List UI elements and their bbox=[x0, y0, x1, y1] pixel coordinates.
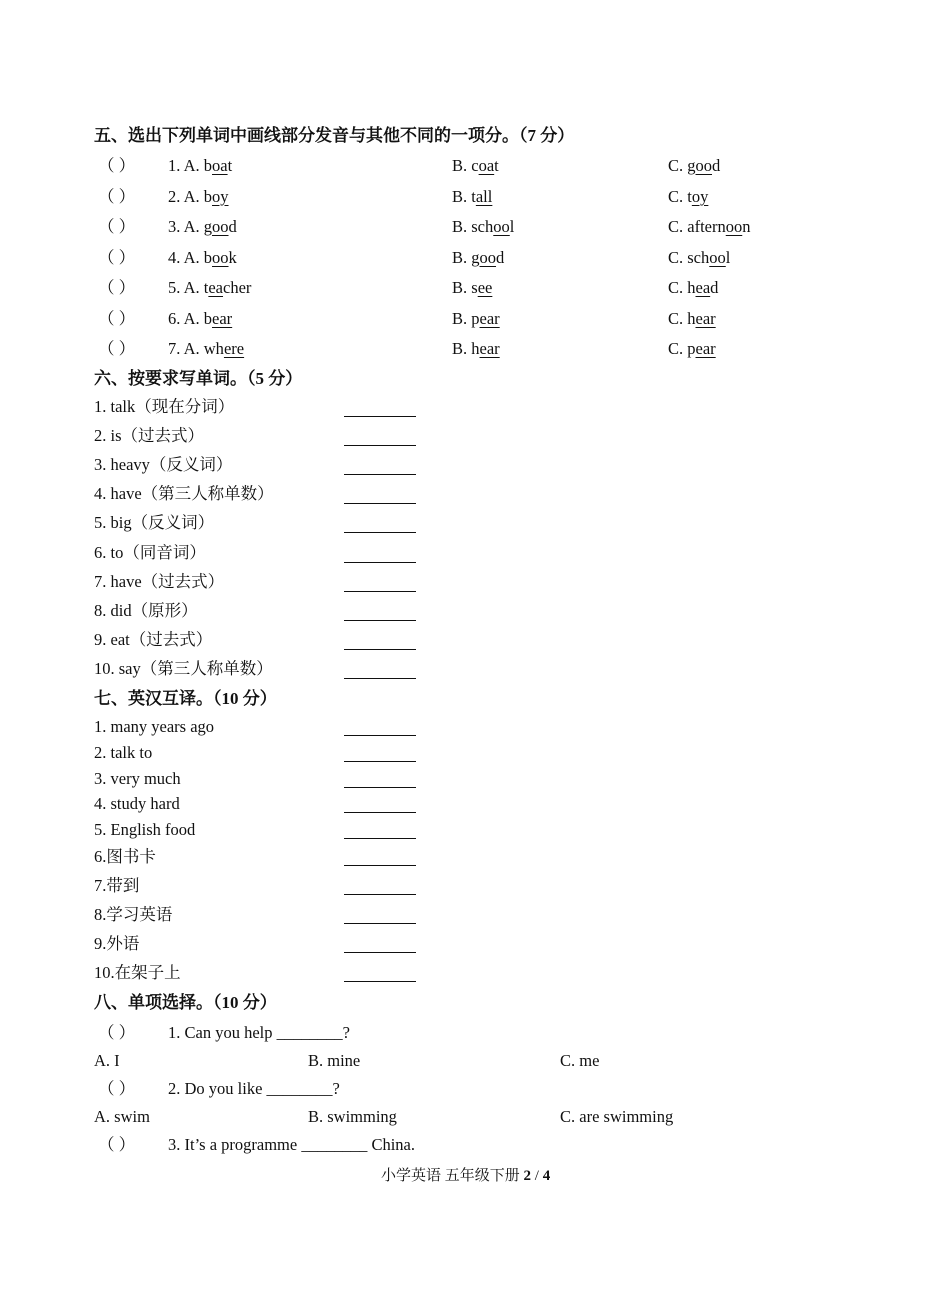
answer-blank bbox=[344, 838, 416, 839]
word-prompt: 1. talk（现在分词） bbox=[94, 397, 235, 416]
word-part: h bbox=[687, 278, 696, 297]
option-c bbox=[668, 247, 731, 267]
choice-paren: （ ） bbox=[98, 247, 136, 267]
word-prompt: 6. to（同音词） bbox=[94, 542, 206, 562]
answer-blank bbox=[344, 591, 416, 592]
answer-blank bbox=[344, 445, 416, 446]
item-number: 4. A. bbox=[168, 247, 204, 267]
item-number: 2. A. bbox=[168, 186, 204, 206]
word-part: t bbox=[227, 156, 233, 175]
underlined-letters: oy bbox=[212, 186, 229, 206]
choice-paren: （ ） bbox=[98, 308, 136, 328]
underlined-letters: oo bbox=[212, 247, 229, 267]
word-part: sch bbox=[687, 247, 710, 267]
word-part: h bbox=[471, 339, 480, 358]
underlined-letters: ea bbox=[208, 278, 224, 297]
underlined-letters: ear bbox=[479, 308, 500, 328]
question-paren: （ ） bbox=[98, 1079, 136, 1098]
word-part: b bbox=[203, 156, 213, 175]
option-prefix: B. bbox=[452, 308, 472, 328]
option-prefix: C. bbox=[668, 186, 688, 206]
word-part: sch bbox=[471, 217, 494, 236]
question-1-text: 1. Can you help ________? bbox=[168, 1023, 350, 1042]
word-part: l bbox=[725, 247, 731, 267]
underlined-letters: ere bbox=[223, 339, 245, 358]
answer-blank bbox=[344, 735, 416, 736]
underlined-letters: oo bbox=[479, 247, 497, 267]
word-part: t bbox=[494, 156, 499, 175]
option-b bbox=[452, 280, 492, 297]
answer-blank bbox=[344, 761, 416, 762]
word-part: c bbox=[471, 156, 479, 175]
q1-option-c: C. me bbox=[560, 1051, 600, 1070]
section5-heading: 五、选出下列单词中画线部分发音与其他不同的一项分。（7 分） bbox=[94, 126, 575, 145]
option-prefix: C. bbox=[668, 217, 688, 236]
choice-paren: （ ） bbox=[98, 217, 136, 236]
option-c bbox=[668, 219, 751, 236]
item-number: 3. A. bbox=[168, 217, 204, 236]
translation-prompt: 6.图书卡 bbox=[94, 847, 156, 866]
option-c bbox=[668, 158, 720, 175]
answer-blank bbox=[344, 503, 416, 504]
option-prefix: B. bbox=[452, 247, 472, 267]
word-part: n bbox=[742, 217, 751, 236]
word-prompt: 4. have（第三人称单数） bbox=[94, 484, 274, 504]
word-part: k bbox=[228, 247, 237, 267]
option-c bbox=[668, 341, 716, 358]
question-paren: （ ） bbox=[98, 1135, 136, 1154]
word-part: s bbox=[471, 278, 478, 297]
section7-heading: 七、英汉互译。（10 分） bbox=[94, 689, 277, 708]
option-b bbox=[452, 158, 499, 175]
answer-blank bbox=[344, 620, 416, 621]
choice-paren: （ ） bbox=[98, 339, 136, 358]
question-2-text: 2. Do you like ________? bbox=[168, 1079, 340, 1098]
answer-blank bbox=[344, 865, 416, 866]
word-prompt: 5. big（反义词） bbox=[94, 513, 215, 533]
underlined-letters: ee bbox=[477, 278, 493, 297]
word-part: l bbox=[509, 217, 515, 236]
option-prefix: C. bbox=[668, 308, 688, 328]
choice-paren: （ ） bbox=[98, 278, 136, 297]
q2-option-c: C. are swimming bbox=[560, 1107, 674, 1126]
option-prefix: C. bbox=[668, 339, 688, 358]
underlined-letters: ear bbox=[479, 339, 500, 358]
question-paren: （ ） bbox=[98, 1023, 136, 1042]
answer-blank bbox=[344, 981, 416, 982]
q1-option-b: B. mine bbox=[308, 1051, 361, 1070]
word-part: t bbox=[471, 186, 476, 206]
option-b bbox=[452, 247, 505, 267]
option-prefix: B. bbox=[452, 278, 472, 297]
option-prefix: B. bbox=[452, 186, 472, 206]
underlined-letters: oy bbox=[691, 186, 709, 206]
word-part: b bbox=[203, 186, 213, 206]
page-footer bbox=[381, 1169, 550, 1184]
footer-subject: 小学英语 五年级下册 bbox=[381, 1168, 524, 1184]
underlined-letters: all bbox=[475, 186, 493, 206]
word-part: b bbox=[203, 247, 213, 267]
answer-blank bbox=[344, 952, 416, 953]
translation-prompt: 10.在架子上 bbox=[94, 963, 181, 982]
underlined-letters: ear bbox=[695, 339, 716, 358]
option-prefix: B. bbox=[452, 156, 472, 175]
item-number: 7. A. bbox=[168, 339, 204, 358]
word-part: b bbox=[203, 308, 213, 328]
word-prompt: 10. say（第三人称单数） bbox=[94, 658, 273, 678]
word-part: aftern bbox=[687, 217, 726, 236]
option-prefix: B. bbox=[452, 339, 472, 358]
word-prompt: 8. did（原形） bbox=[94, 600, 198, 620]
option-b bbox=[452, 341, 500, 358]
word-part: wh bbox=[203, 339, 224, 358]
choice-paren: （ ） bbox=[98, 156, 136, 175]
word-prompt: 3. heavy（反义词） bbox=[94, 455, 233, 475]
answer-blank bbox=[344, 678, 416, 679]
answer-blank bbox=[344, 787, 416, 788]
option-prefix: C. bbox=[668, 278, 688, 297]
underlined-letters: oa bbox=[212, 156, 228, 175]
word-part: g bbox=[471, 247, 480, 267]
translation-prompt: 8.学习英语 bbox=[94, 905, 173, 924]
word-part: g bbox=[687, 156, 696, 175]
underlined-letters: oo bbox=[725, 217, 743, 236]
item-number: 6. A. bbox=[168, 308, 204, 328]
word-part: g bbox=[203, 217, 213, 236]
answer-blank bbox=[344, 894, 416, 895]
answer-blank bbox=[344, 562, 416, 563]
word-prompt: 7. have（过去式） bbox=[94, 571, 225, 591]
translation-prompt: 3. very much bbox=[94, 769, 181, 788]
option-a bbox=[168, 308, 233, 328]
word-part: t bbox=[203, 278, 209, 297]
footer-separator: / bbox=[531, 1168, 543, 1184]
option-c bbox=[668, 308, 716, 328]
option-b bbox=[452, 219, 514, 236]
question-3-text: 3. It’s a programme ________ China. bbox=[168, 1135, 416, 1154]
word-prompt: 9. eat（过去式） bbox=[94, 629, 213, 649]
footer-page-number: 2 bbox=[523, 1168, 532, 1184]
word-part: d bbox=[496, 247, 505, 267]
word-part: d bbox=[712, 156, 721, 175]
underlined-letters: oa bbox=[478, 156, 495, 175]
answer-blank bbox=[344, 474, 416, 475]
underlined-letters: ea bbox=[695, 278, 711, 297]
word-part: h bbox=[687, 308, 696, 328]
translation-prompt: 5. English food bbox=[94, 820, 196, 839]
option-a bbox=[168, 341, 244, 358]
word-part: d bbox=[228, 217, 237, 236]
underlined-letters: oo bbox=[212, 217, 229, 236]
translation-prompt: 2. talk to bbox=[94, 743, 153, 762]
word-part: p bbox=[687, 339, 696, 358]
option-b bbox=[452, 186, 493, 206]
underlined-letters: oo bbox=[695, 156, 713, 175]
option-c bbox=[668, 186, 709, 206]
translation-prompt: 7.带到 bbox=[94, 876, 140, 895]
underlined-letters: ear bbox=[212, 308, 233, 328]
translation-prompt: 4. study hard bbox=[94, 794, 180, 813]
word-part: t bbox=[687, 186, 692, 206]
option-a bbox=[168, 219, 237, 236]
choice-paren: （ ） bbox=[98, 186, 136, 206]
option-c bbox=[668, 280, 718, 297]
word-part: p bbox=[471, 308, 480, 328]
underlined-letters: oo bbox=[493, 217, 510, 236]
word-part: cher bbox=[223, 278, 252, 297]
translation-prompt: 9.外语 bbox=[94, 934, 140, 953]
word-prompt: 2. is（过去式） bbox=[94, 426, 205, 446]
option-a bbox=[168, 158, 232, 175]
footer-total-pages: 4 bbox=[542, 1168, 551, 1184]
option-a bbox=[168, 186, 229, 206]
answer-blank bbox=[344, 416, 416, 417]
q1-option-a: A. I bbox=[94, 1051, 120, 1070]
option-prefix: C. bbox=[668, 156, 688, 175]
option-prefix: C. bbox=[668, 247, 688, 267]
answer-blank bbox=[344, 923, 416, 924]
answer-blank bbox=[344, 532, 416, 533]
answer-blank bbox=[344, 649, 416, 650]
q2-option-b: B. swimming bbox=[308, 1107, 397, 1126]
item-number: 5. A. bbox=[168, 278, 204, 297]
option-prefix: B. bbox=[452, 217, 472, 236]
item-number: 1. A. bbox=[168, 156, 204, 175]
underlined-letters: ear bbox=[695, 308, 716, 328]
option-a bbox=[168, 280, 251, 297]
answer-blank bbox=[344, 812, 416, 813]
underlined-letters: oo bbox=[709, 247, 726, 267]
section8-heading: 八、单项选择。（10 分） bbox=[94, 993, 277, 1012]
section6-heading: 六、按要求写单词。（5 分） bbox=[94, 369, 303, 388]
option-a bbox=[168, 247, 237, 267]
option-b bbox=[452, 308, 500, 328]
q2-option-a: A. swim bbox=[94, 1107, 150, 1126]
word-part: d bbox=[710, 278, 719, 297]
translation-prompt: 1. many years ago bbox=[94, 717, 215, 736]
